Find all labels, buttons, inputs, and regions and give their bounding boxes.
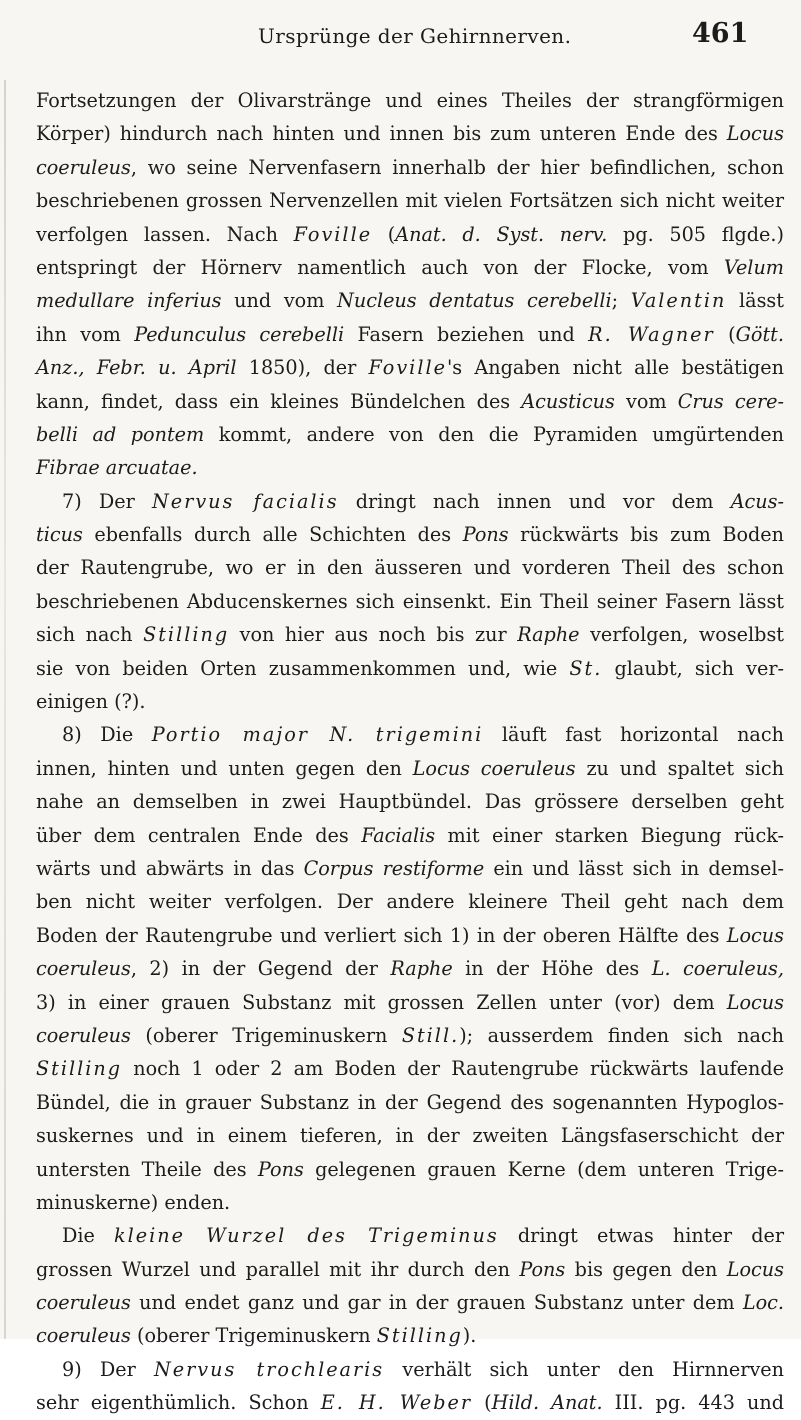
text-segment: sich nach: [36, 623, 144, 647]
text-line: [36, 1286, 784, 1319]
text-segment: lässt: [726, 289, 784, 313]
text-segment: rückwärts bis zum Boden: [508, 523, 784, 547]
text-segment: 1850), der: [236, 356, 369, 380]
emphasized-text: St.: [569, 656, 603, 680]
emphasized-text: Crus cere-: [677, 389, 784, 413]
text-line: [36, 184, 784, 217]
emphasized-text: Anz., Febr. u. April: [36, 356, 237, 380]
text-segment: beschriebenen grossen Nervenzellen mit vielen Fortsätzen sich nicht weiter: [36, 189, 784, 213]
emphasized-text: Raphe: [390, 957, 453, 981]
text-line: [36, 1386, 784, 1419]
text-segment: gelegenen grauen Kerne (dem unteren Trige-: [303, 1157, 784, 1181]
text-line: [36, 351, 784, 384]
body-text: [36, 84, 784, 1420]
text-segment: bis gegen den: [565, 1257, 727, 1281]
emphasized-text: Gött.: [735, 322, 784, 346]
text-segment: kann, findet, dass ein kleines Bündelchen des: [36, 389, 522, 413]
emphasized-text: L. coeruleus,: [651, 957, 784, 981]
text-segment: 8) Die: [62, 723, 152, 747]
emphasized-text: Pons: [257, 1157, 304, 1181]
text-segment: Fortsetzungen der Olivarstränge und eines Theiles der strangförmigen: [36, 89, 784, 112]
emphasized-text: Stilling: [143, 623, 230, 647]
emphasized-text: Hild. Anat.: [491, 1391, 603, 1415]
text-line: [36, 986, 784, 1019]
text-line: [36, 551, 784, 584]
text-segment: ).: [462, 1324, 477, 1348]
emphasized-text: Acusticus: [521, 389, 615, 413]
emphasized-text: Foville: [368, 356, 447, 380]
text-line: [36, 952, 784, 985]
text-line: [36, 1052, 784, 1085]
text-line: [36, 919, 784, 952]
text-line: [36, 518, 784, 551]
text-segment: ebenfalls durch alle Schichten des: [82, 523, 463, 547]
text-segment: mit einer starken Biegung rück-: [435, 823, 784, 847]
emphasized-text: Still.: [401, 1023, 460, 1047]
text-segment: und vom: [221, 289, 338, 313]
text-line: [36, 1219, 784, 1252]
emphasized-text: Anat. d. Syst. nerv.: [395, 222, 608, 246]
text-line: [36, 84, 784, 117]
page-header: [0, 14, 801, 64]
text-line: [36, 318, 784, 351]
text-segment: (: [372, 222, 396, 246]
emphasized-text: Raphe: [517, 623, 580, 647]
text-segment: verhält sich unter den Hirnnerven: [384, 1357, 784, 1381]
emphasized-text: Locus: [726, 1257, 784, 1281]
text-segment: untersten Theile des: [36, 1157, 258, 1181]
text-line: [36, 418, 784, 451]
text-segment: über dem centralen Ende des: [36, 823, 362, 847]
text-line: [36, 685, 784, 718]
text-segment: dringt nach innen und vor dem: [338, 489, 731, 513]
page-number: 461: [692, 18, 749, 49]
text-segment: (oberer Trigeminuskern: [130, 1324, 377, 1348]
text-segment: ein und lässt sich in demsel-: [484, 856, 784, 880]
text-line: [36, 1186, 784, 1219]
emphasized-text: coeruleus: [36, 1324, 131, 1348]
text-segment: kommt, andere von den die Pyramiden umgürtenden: [204, 422, 785, 446]
text-segment: (oberer Trigeminuskern: [130, 1023, 402, 1047]
emphasized-text: Valentin: [630, 289, 727, 313]
text-line: [36, 718, 784, 751]
text-segment: sie von beiden Orten zusammenkommen und, wie: [36, 656, 570, 680]
text-line: [36, 1119, 784, 1152]
text-line: [36, 151, 784, 184]
emphasized-text: Pons: [462, 523, 509, 547]
text-segment: glaubt, sich ver-: [602, 656, 784, 680]
text-line: [36, 485, 784, 518]
text-segment: Die: [62, 1224, 115, 1248]
emphasized-text: Pons: [519, 1257, 566, 1281]
emphasized-text: Nervus trochlearis: [153, 1357, 385, 1381]
text-segment: entspringt der Hörnerv namentlich auch von der Flocke, vom: [36, 255, 724, 279]
text-segment: (: [714, 322, 736, 346]
emphasized-text: Foville: [293, 222, 373, 246]
text-segment: und endet ganz und gar in der grauen Substanz unter dem: [130, 1291, 743, 1315]
emphasized-text: coeruleus: [36, 957, 131, 981]
text-line: [36, 385, 784, 418]
text-line: [36, 1253, 784, 1286]
text-segment: Bündel, die in grauer Substanz in der Gegend des sogenannten Hypoglos-: [36, 1090, 784, 1114]
emphasized-text: Acus-: [730, 489, 784, 513]
text-segment: minuskerne) enden.: [36, 1190, 231, 1214]
text-line: [36, 1153, 784, 1186]
text-segment: in der Höhe des: [452, 957, 652, 981]
text-line: [36, 117, 784, 150]
text-line: [36, 885, 784, 918]
text-segment: läuft fast horizontal nach: [483, 723, 784, 747]
page-gutter-shadow: [4, 80, 6, 1339]
text-segment: innen, hinten und unten gegen den: [36, 756, 413, 780]
text-segment: von hier aus noch bis zur: [229, 623, 518, 647]
text-segment: suskernes und in einem tieferen, in der zweiten Längsfaserschicht der: [36, 1124, 784, 1148]
emphasized-text: R. Wagner: [588, 322, 715, 346]
text-line: [36, 752, 784, 785]
text-line: [36, 218, 784, 251]
emphasized-text: Nucleus dentatus cerebelli: [337, 289, 612, 313]
emphasized-text: Portio major N. trigemini: [151, 723, 484, 747]
text-segment: noch 1 oder 2 am Boden der Rautengrube rückwärts laufende: [122, 1057, 784, 1081]
text-segment: grossen Wurzel und parallel mit ihr durch den: [36, 1257, 520, 1281]
text-segment: verfolgen lassen. Nach: [36, 222, 294, 246]
text-line: [36, 618, 784, 651]
text-line: [36, 585, 784, 618]
text-segment: zu und spaltet sich: [575, 756, 784, 780]
text-segment: verfolgen, woselbst: [579, 623, 785, 647]
emphasized-text: Locus: [726, 990, 784, 1014]
emphasized-text: coeruleus: [36, 1291, 131, 1315]
text-line: [36, 852, 784, 885]
text-segment: , wo seine Nervenfasern innerhalb der hier befindlichen, schon: [130, 155, 784, 179]
emphasized-text: coeruleus: [36, 155, 131, 179]
text-segment: III. pg. 443 und: [602, 1391, 784, 1415]
text-segment: pg. 505 flgde.): [607, 222, 784, 246]
text-segment: ihn vom: [36, 322, 135, 346]
text-segment: ;: [611, 289, 631, 313]
emphasized-text: Stilling: [376, 1324, 463, 1348]
text-segment: Boden der Rautengrube und verliert sich 1) in der oberen Hälfte des: [36, 923, 727, 947]
text-line: [36, 652, 784, 685]
text-line: [36, 451, 784, 484]
text-segment: Körper) hindurch nach hinten und innen bis zum unteren Ende des: [36, 122, 727, 146]
running-head: Ursprünge der Gehirnnerven.: [258, 24, 572, 48]
text-segment: wärts und abwärts in das: [36, 856, 304, 880]
emphasized-text: medullare inferius: [36, 289, 222, 313]
emphasized-text: Locus: [726, 122, 784, 146]
emphasized-text: ticus: [36, 523, 83, 547]
text-segment: ben nicht weiter verfolgen. Der andere kleinere Theil geht nach dem: [36, 890, 784, 914]
text-line: [36, 785, 784, 818]
text-segment: 7) Der: [62, 489, 152, 513]
text-line: [36, 1319, 784, 1352]
emphasized-text: E. H. Weber: [320, 1391, 473, 1415]
emphasized-text: Pedunculus cerebelli: [134, 322, 345, 346]
text-segment: 9) Der: [62, 1357, 154, 1381]
emphasized-text: Fibrae arcuatae.: [36, 456, 198, 480]
text-line: [36, 1086, 784, 1119]
emphasized-text: coeruleus: [36, 1023, 131, 1047]
text-segment: beschriebenen Abducenskernes sich einsenkt. Ein Theil seiner Fasern lässt: [36, 589, 784, 613]
text-segment: nahe an demselben in zwei Hauptbündel. Das grössere derselben geht: [36, 790, 784, 814]
text-segment: 's Angaben nicht alle bestätigen: [446, 356, 784, 380]
text-line: [36, 1019, 784, 1052]
text-line: [36, 819, 784, 852]
emphasized-text: Facialis: [361, 823, 436, 847]
text-segment: Fasern beziehen und: [344, 322, 589, 346]
emphasized-text: Nervus facialis: [152, 489, 339, 513]
text-line: [36, 284, 784, 317]
emphasized-text: Corpus restiforme: [303, 856, 485, 880]
emphasized-text: Loc.: [742, 1291, 784, 1315]
emphasized-text: kleine Wurzel des Trigeminus: [114, 1224, 499, 1248]
emphasized-text: belli ad pontem: [36, 422, 205, 446]
emphasized-text: Stilling: [36, 1057, 123, 1081]
text-segment: vom: [614, 389, 678, 413]
emphasized-text: Velum: [723, 255, 784, 279]
text-segment: , 2) in der Gegend der: [130, 957, 391, 981]
emphasized-text: Locus: [726, 923, 784, 947]
text-line: [36, 251, 784, 284]
text-segment: einigen (?).: [36, 690, 146, 714]
text-segment: dringt etwas hinter der: [498, 1224, 784, 1248]
text-segment: 3) in einer grauen Substanz mit grossen Zellen unter (vor) dem: [36, 990, 727, 1014]
emphasized-text: Locus coeruleus: [412, 756, 576, 780]
text-segment: ); ausserdem finden sich nach: [459, 1023, 784, 1047]
text-line: [36, 1353, 784, 1386]
text-segment: (: [472, 1391, 492, 1415]
text-segment: sehr eigenthümlich. Schon: [36, 1391, 321, 1415]
text-segment: der Rautengrube, wo er in den äusseren und vorderen Theil des schon: [36, 556, 784, 580]
